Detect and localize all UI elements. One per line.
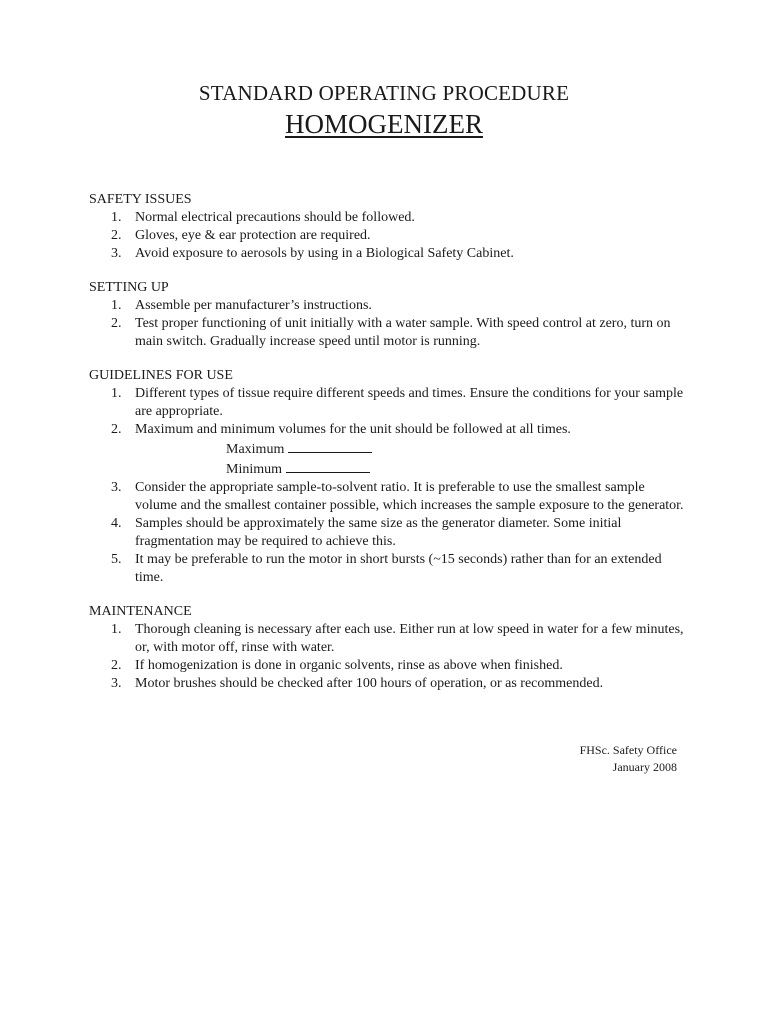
item-text: Different types of tissue require different speeds and times. Ensure the conditions for your sample are appropriate. xyxy=(135,386,684,419)
item-text: Consider the appropriate sample-to-solvent ratio. It is preferable to use the smallest sample volume and the smallest container possible, which increases the sample exposure to the generator. xyxy=(135,480,684,513)
list-item xyxy=(89,675,689,693)
list-item xyxy=(89,385,689,421)
list-item xyxy=(89,657,689,675)
footer-office: FHSc. Safety Office xyxy=(579,743,677,757)
item-number: 2. xyxy=(111,422,122,437)
item-number: 2. xyxy=(111,658,122,673)
item-number: 1. xyxy=(111,298,122,313)
item-text: Test proper functioning of unit initially with a water sample. With speed control at zero, turn on main switch. Gradually increase speed until motor is running. xyxy=(135,316,671,349)
list-item xyxy=(89,551,689,587)
item-text: Samples should be approximately the same size as the generator diameter. Some initial fragmentation may be required to achieve this. xyxy=(135,516,622,549)
item-text: Assemble per manufacturer’s instructions. xyxy=(135,298,372,313)
minimum-volume-row xyxy=(180,459,689,479)
document-footer xyxy=(580,742,677,776)
item-text: Thorough cleaning is necessary after each use. Either run at low speed in water for a few minutes, or, with motor off, rinse with water. xyxy=(135,622,684,655)
list-item xyxy=(89,621,689,657)
section-heading: MAINTENANCE xyxy=(89,604,192,619)
doc-subtitle: HOMOGENIZER xyxy=(285,109,483,139)
list-item xyxy=(89,479,689,515)
doc-subtitle-wrapper xyxy=(0,109,768,140)
section-setting-up xyxy=(89,279,689,351)
item-number: 3. xyxy=(111,480,122,495)
minimum-blank-line xyxy=(286,459,370,473)
list-item xyxy=(89,515,689,551)
item-number: 2. xyxy=(111,316,122,331)
item-number: 3. xyxy=(111,246,122,261)
list-item xyxy=(89,297,689,315)
list-item xyxy=(89,209,689,227)
maximum-blank-line xyxy=(288,439,372,453)
item-text: Normal electrical precautions should be followed. xyxy=(135,210,415,225)
maximum-volume-row xyxy=(180,439,689,459)
item-number: 5. xyxy=(111,552,122,567)
item-text: If homogenization is done in organic solvents, rinse as above when finished. xyxy=(135,658,563,673)
document-body xyxy=(89,191,689,709)
numbered-list xyxy=(89,385,689,587)
maximum-label: Maximum xyxy=(226,442,285,457)
item-number: 4. xyxy=(111,516,122,531)
numbered-list xyxy=(89,209,689,263)
doc-title: STANDARD OPERATING PROCEDURE xyxy=(198,81,570,105)
numbered-list xyxy=(89,297,689,351)
item-text: Motor brushes should be checked after 100 hours of operation, or as recommended. xyxy=(135,676,604,691)
item-text: It may be preferable to run the motor in short bursts (~15 seconds) rather than for an extended time. xyxy=(135,552,662,585)
section-heading: GUIDELINES FOR USE xyxy=(89,368,233,383)
minimum-label: Minimum xyxy=(226,462,283,477)
item-number: 3. xyxy=(111,676,122,691)
item-text: Gloves, eye & ear protection are required. xyxy=(135,228,371,243)
section-guidelines-for-use xyxy=(89,367,689,587)
list-item xyxy=(89,315,689,351)
numbered-list xyxy=(89,621,689,693)
section-safety-issues xyxy=(89,191,689,263)
item-text: Maximum and minimum volumes for the unit should be followed at all times. xyxy=(135,422,571,437)
list-item xyxy=(89,245,689,263)
item-number: 1. xyxy=(111,386,122,401)
item-text: Avoid exposure to aerosols by using in a Biological Safety Cabinet. xyxy=(135,246,514,261)
section-maintenance xyxy=(89,603,689,693)
item-number: 2. xyxy=(111,228,122,243)
section-heading: SAFETY ISSUES xyxy=(89,192,192,207)
list-item xyxy=(89,227,689,245)
item-number: 1. xyxy=(111,622,122,637)
item-number: 1. xyxy=(111,210,122,225)
section-heading: SETTING UP xyxy=(89,280,169,295)
list-item xyxy=(89,421,689,479)
footer-date: January 2008 xyxy=(612,760,677,774)
